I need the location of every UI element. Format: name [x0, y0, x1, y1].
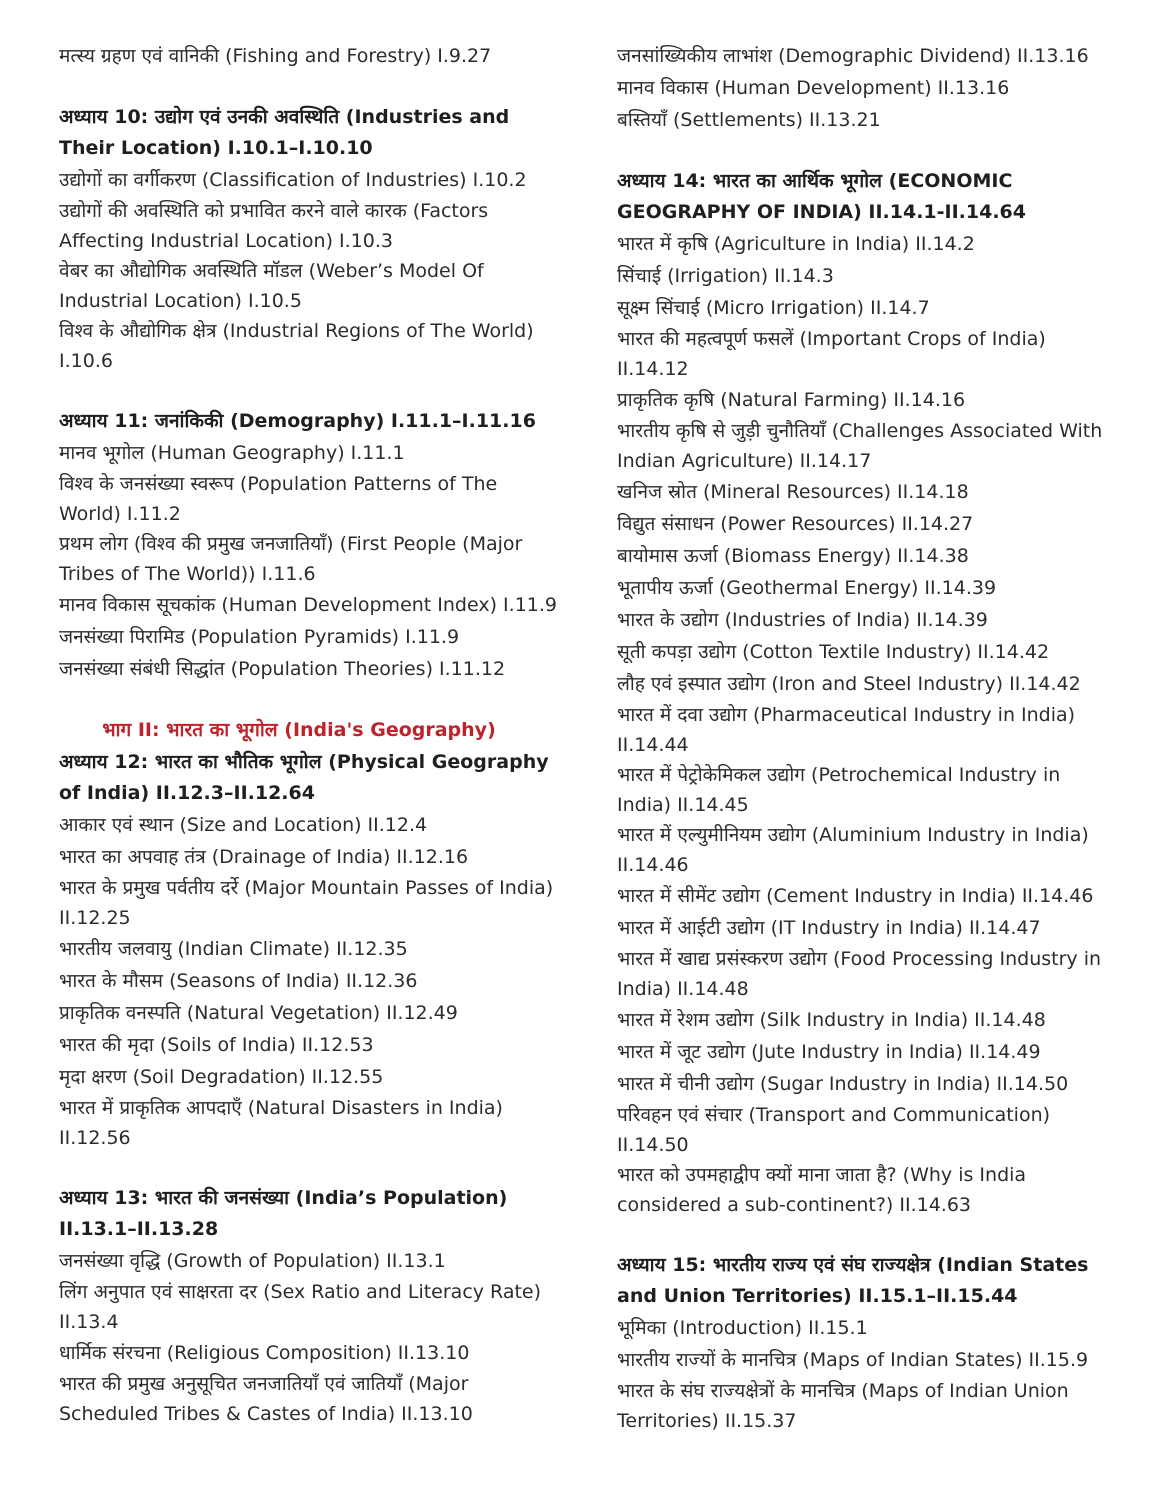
toc-entry: खनिज स्रोत (Mineral Resources) II.14.18: [617, 481, 969, 503]
toc-entry: वेबर का औद्योगिक अवस्थिति मॉडल (Weber’s Model Of Industrial Location) I.10.5: [59, 260, 484, 312]
toc-entry: सूक्ष्म सिंचाई (Micro Irrigation) II.14.7: [617, 297, 930, 319]
toc-entry: आकार एवं स्थान (Size and Location) II.12.4: [59, 814, 428, 836]
toc-entry: भारत में सीमेंट उद्योग (Cement Industry in India) II.14.46: [617, 885, 1094, 907]
toc-entry: मृदा क्षरण (Soil Degradation) II.12.55: [59, 1066, 384, 1088]
toc-entry: भारत में दवा उद्योग (Pharmaceutical Industry in India) II.14.44: [617, 704, 1076, 756]
chapter-heading: अध्याय 10: उद्योग एवं उनकी अवस्थिति (Industries and Their Location) I.10.1–I.10.10: [59, 106, 510, 159]
toc-entry: भारत में चीनी उद्योग (Sugar Industry in India) II.14.50: [617, 1073, 1069, 1095]
toc-entry: परिवहन एवं संचार (Transport and Communication) II.14.50: [617, 1104, 1051, 1156]
toc-entry: सिंचाई (Irrigation) II.14.3: [617, 265, 834, 287]
toc-entry: भारत में रेशम उद्योग (Silk Industry in India) II.14.48: [617, 1009, 1046, 1031]
toc-entry: भारत में खाद्य प्रसंस्करण उद्योग (Food Processing Industry in India) II.14.48: [617, 948, 1102, 1000]
toc-entry: विश्व के जनसंख्या स्वरूप (Population Patterns of The World) I.11.2: [59, 473, 498, 525]
chapter-heading: अध्याय 13: भारत की जनसंख्या (India’s Population) II.13.1–II.13.28: [59, 1187, 508, 1240]
toc-entry: प्रथम लोग (विश्व की प्रमुख जनजातियाँ) (First People (Major Tribes of The World)) I.11.6: [59, 533, 523, 585]
toc-entry: लिंग अनुपात एवं साक्षरता दर (Sex Ratio and Literacy Rate) II.13.4: [59, 1281, 542, 1333]
toc-entry: भारत की प्रमुख अनुसूचित जनजातियाँ एवं जातियाँ (Major Scheduled Tribes & Castes of India) II.13.10: [59, 1373, 473, 1425]
toc-right-column: [617, 40, 1117, 1436]
toc-entry: मानव विकास (Human Development) II.13.16: [617, 77, 1010, 99]
toc-entry: भारत के मौसम (Seasons of India) II.12.36: [59, 970, 418, 992]
toc-entry: लौह एवं इस्पात उद्योग (Iron and Steel Industry) II.14.42: [617, 673, 1081, 695]
toc-entry: भारत में आईटी उद्योग (IT Industry in India) II.14.47: [617, 917, 1041, 939]
toc-entry: भारत को उपमहाद्वीप क्यों माना जाता है? (Why is India considered a sub-continent?) II.14.63: [617, 1164, 1027, 1216]
toc-entry: भारत में कृषि (Agriculture in India) II.14.2: [617, 233, 975, 255]
toc-entry: मत्स्य ग्रहण एवं वानिकी (Fishing and Forestry) I.9.27: [59, 45, 492, 67]
toc-entry: भारत में पेट्रोकेमिकल उद्योग (Petrochemical Industry in India) II.14.45: [617, 764, 1061, 816]
toc-entry: भारतीय राज्यों के मानचित्र (Maps of Indian States) II.15.9: [617, 1349, 1089, 1371]
toc-entry: भारत की महत्वपूर्ण फसलें (Important Crops of India) II.14.12: [617, 328, 1046, 380]
toc-entry: भारत के प्रमुख पर्वतीय दर्रे (Major Mountain Passes of India) II.12.25: [59, 877, 554, 929]
toc-entry: उद्योगों का वर्गीकरण (Classification of Industries) I.10.2: [59, 169, 527, 191]
toc-entry: भूमिका (Introduction) II.15.1: [617, 1317, 868, 1339]
toc-entry: बस्तियाँ (Settlements) II.13.21: [617, 109, 881, 131]
toc-entry: भारत में एल्युमीनियम उद्योग (Aluminium Industry in India) II.14.46: [617, 824, 1089, 876]
toc-entry: भारत की मृदा (Soils of India) II.12.53: [59, 1034, 374, 1056]
toc-entry: प्राकृतिक वनस्पति (Natural Vegetation) II.12.49: [59, 1002, 458, 1024]
chapter-heading: अध्याय 14: भारत का आर्थिक भूगोल (ECONOMIC GEOGRAPHY OF INDIA) II.14.1-II.14.64: [617, 170, 1026, 223]
toc-entry: सूती कपड़ा उद्योग (Cotton Textile Industry) II.14.42: [617, 641, 1050, 663]
toc-entry: जनसंख्या वृद्धि (Growth of Population) II.13.1: [59, 1250, 446, 1272]
chapter-heading: अध्याय 15: भारतीय राज्य एवं संघ राज्यक्षेत्र (Indian States and Union Territories) II.15.1–II.15.44: [617, 1254, 1089, 1307]
toc-entry: भारत का अपवाह तंत्र (Drainage of India) II.12.16: [59, 846, 469, 868]
toc-entry: बायोमास ऊर्जा (Biomass Energy) II.14.38: [617, 545, 969, 567]
toc-entry: मानव विकास सूचकांक (Human Development Index) I.11.9: [59, 594, 557, 616]
toc-entry: विश्व के औद्योगिक क्षेत्र (Industrial Regions of The World) I.10.6: [59, 320, 534, 372]
toc-entry: जनसांख्यिकीय लाभांश (Demographic Dividend) II.13.16: [617, 45, 1089, 67]
toc-left-column: [59, 40, 559, 1429]
toc-entry: मानव भूगोल (Human Geography) I.11.1: [59, 442, 405, 464]
toc-entry: जनसंख्या संबंधी सिद्धांत (Population Theories) I.11.12: [59, 658, 506, 680]
chapter-heading: अध्याय 11: जनांकिकी (Demography) I.11.1–I.11.16: [59, 410, 536, 432]
toc-entry: प्राकृतिक कृषि (Natural Farming) II.14.16: [617, 389, 966, 411]
toc-entry: विद्युत संसाधन (Power Resources) II.14.27: [617, 513, 974, 535]
toc-entry: भारत में जूट उद्योग (Jute Industry in India) II.14.49: [617, 1041, 1041, 1063]
toc-entry: भारतीय कृषि से जुड़ी चुनौतियाँ (Challenges Associated With Indian Agriculture) II.14.17: [617, 420, 1103, 472]
toc-entry: भारत के संघ राज्यक्षेत्रों के मानचित्र (Maps of Indian Union Territories) II.15.37: [617, 1380, 1069, 1432]
toc-entry: उद्योगों की अवस्थिति को प्रभावित करने वाले कारक (Factors Affecting Industrial Location) I.10.3: [59, 200, 489, 252]
toc-entry: धार्मिक संरचना (Religious Composition) II.13.10: [59, 1342, 470, 1364]
part-heading: भाग II: भारत का भूगोल (India's Geography): [102, 719, 496, 741]
toc-entry: भारतीय जलवायु (Indian Climate) II.12.35: [59, 938, 408, 960]
toc-entry: भारत के उद्योग (Industries of India) II.14.39: [617, 609, 988, 631]
toc-entry: भूतापीय ऊर्जा (Geothermal Energy) II.14.39: [617, 577, 997, 599]
chapter-heading: अध्याय 12: भारत का भौतिक भूगोल (Physical Geography of India) II.12.3–II.12.64: [59, 751, 549, 804]
toc-entry: भारत में प्राकृतिक आपदाएँ (Natural Disasters in India) II.12.56: [59, 1097, 503, 1149]
toc-entry: जनसंख्या पिरामिड (Population Pyramids) I.11.9: [59, 626, 460, 648]
